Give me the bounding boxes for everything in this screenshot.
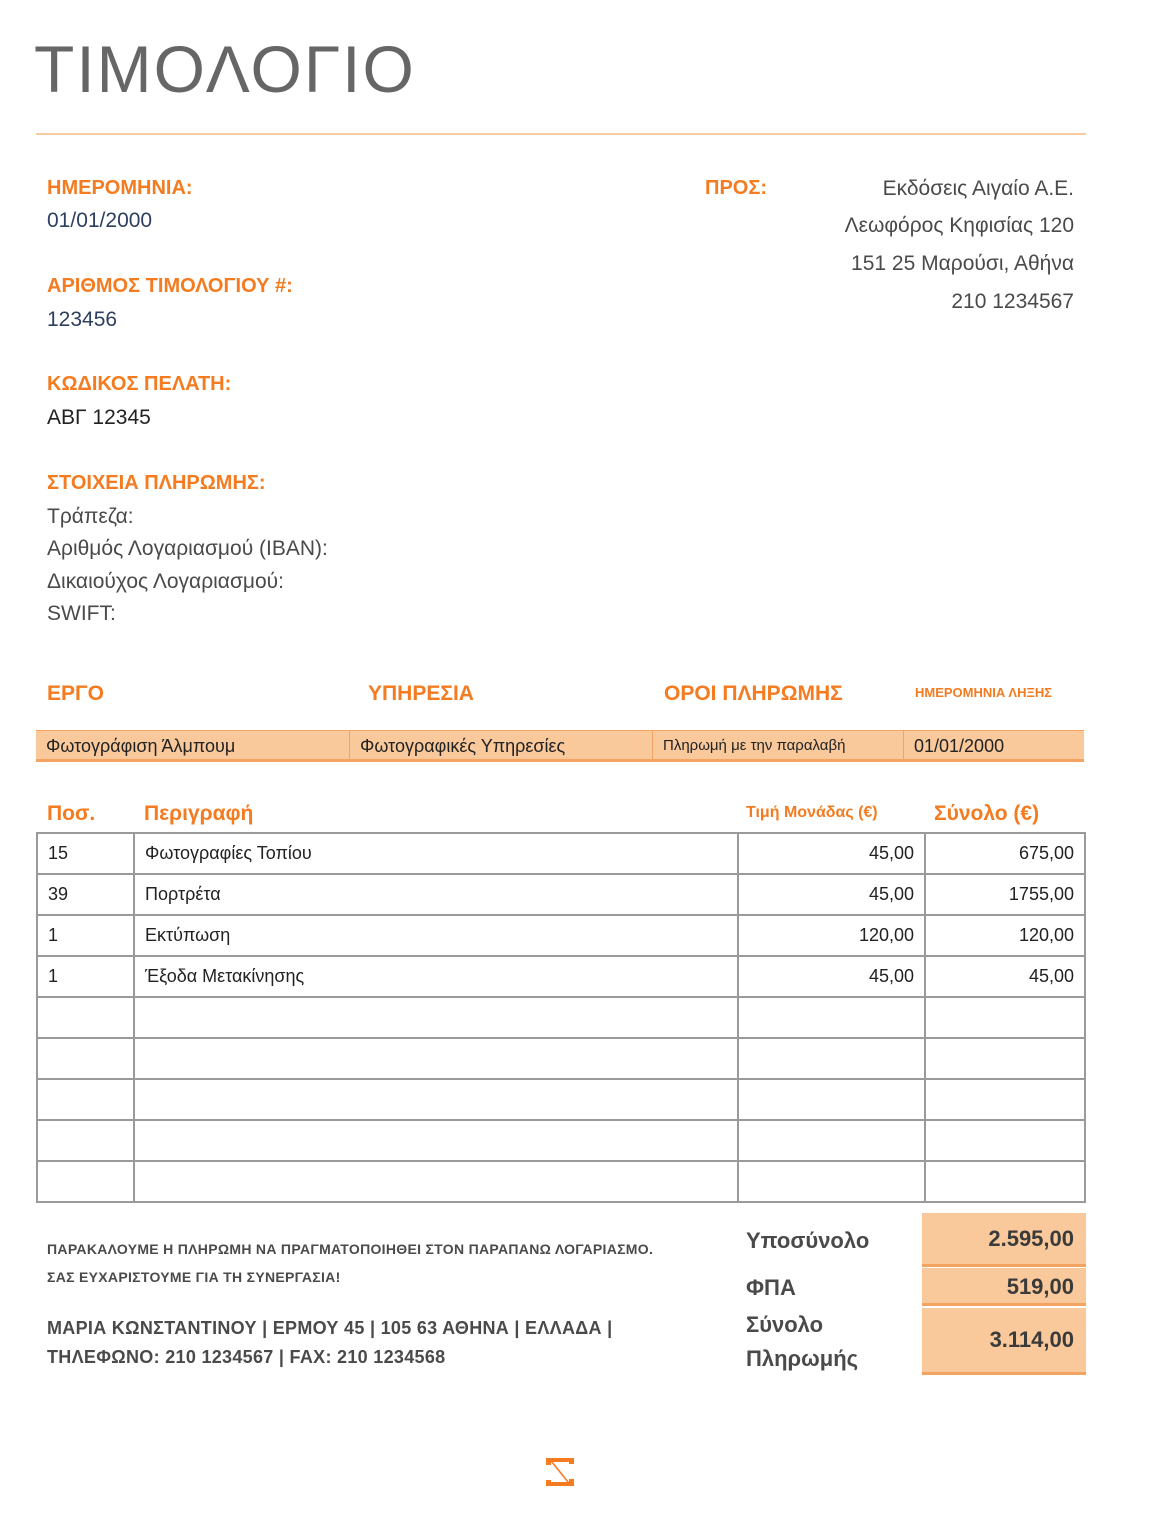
item-total: 120,00 <box>925 915 1085 956</box>
item-unit-price: 45,00 <box>738 833 925 874</box>
payment-holder: Δικαιούχος Λογαριασμού: <box>47 570 284 593</box>
item-qty <box>37 1079 134 1120</box>
date-label: ΗΜΕΡΟΜΗΝΙΑ: <box>47 177 193 199</box>
project-header-terms: ΟΡΟΙ ΠΛΗΡΩΜΗΣ <box>664 682 843 705</box>
item-total: 675,00 <box>925 833 1085 874</box>
table-row <box>37 1079 1085 1120</box>
item-description: Φωτογραφίες Τοπίου <box>134 833 738 874</box>
item-qty: 1 <box>37 956 134 997</box>
items-table <box>36 832 1086 1203</box>
table-row <box>37 1161 1085 1202</box>
hourglass-z-logo-icon <box>543 1455 577 1489</box>
item-total: 1755,00 <box>925 874 1085 915</box>
recipient-label: ΠΡΟΣ: <box>705 177 768 199</box>
item-unit-price: 120,00 <box>738 915 925 956</box>
item-unit-price <box>738 1079 925 1120</box>
date-value: 01/01/2000 <box>47 209 153 232</box>
subtotal-label: Υποσύνολο <box>746 1228 870 1253</box>
table-row <box>37 1120 1085 1161</box>
contact-line-address: ΜΑΡΙΑ ΚΩΝΣΤΑΝΤΙΝΟΥ | ΕΡΜΟΥ 45 | 105 63 ΑΘΗΝΑ | ΕΛΛΑΔΑ | <box>47 1318 613 1338</box>
item-description: Εκτύπωση <box>134 915 738 956</box>
item-unit-price <box>738 1038 925 1079</box>
table-row <box>37 1038 1085 1079</box>
item-unit-price <box>738 1161 925 1202</box>
subtotal-value: 2.595,00 <box>922 1213 1086 1267</box>
total-value: 3.114,00 <box>922 1308 1086 1375</box>
table-row <box>37 956 1085 997</box>
customer-code-label: ΚΩΔΙΚΟΣ ΠΕΛΑΤΗ: <box>47 373 232 395</box>
payment-iban: Αριθμός Λογαριασμού (IBAN): <box>47 537 328 560</box>
item-qty: 1 <box>37 915 134 956</box>
table-row <box>37 833 1085 874</box>
item-description <box>134 1161 738 1202</box>
recipient-street: Λεωφόρος Κηφισίας 120 <box>844 214 1074 237</box>
project-header-service: ΥΠΗΡΕΣΙΑ <box>368 682 474 705</box>
total-label-line1: Σύνολο <box>746 1312 824 1337</box>
vat-label: ΦΠΑ <box>746 1275 796 1300</box>
recipient-phone: 210 1234567 <box>951 290 1074 313</box>
project-row <box>36 730 1084 762</box>
payment-bank: Τράπεζα: <box>47 505 134 528</box>
items-header-qty: Ποσ. <box>47 802 96 825</box>
items-header-description: Περιγραφή <box>144 802 254 825</box>
recipient-city: 151 25 Μαρούσι, Αθήνα <box>851 252 1074 275</box>
item-qty <box>37 997 134 1038</box>
item-qty <box>37 1038 134 1079</box>
item-unit-price: 45,00 <box>738 874 925 915</box>
project-work: Φωτογράφιση Άλμπουμ <box>36 731 350 759</box>
item-qty <box>37 1161 134 1202</box>
items-header-unit-price: Τιμή Μονάδας (€) <box>746 804 878 821</box>
invoice-number-value: 123456 <box>47 308 118 331</box>
item-description: Έξοδα Μετακίνησης <box>134 956 738 997</box>
project-terms: Πληρωμή με την παραλαβή <box>653 731 904 759</box>
thanks-note: ΣΑΣ ΕΥΧΑΡΙΣΤΟΥΜΕ ΓΙΑ ΤΗ ΣΥΝΕΡΓΑΣΙΑ! <box>47 1269 341 1285</box>
project-due-date: 01/01/2000 <box>914 736 1005 756</box>
item-description <box>134 1120 738 1161</box>
item-total <box>925 1038 1085 1079</box>
item-description <box>134 1079 738 1120</box>
customer-code-value: ΑΒΓ 12345 <box>47 406 151 429</box>
table-row <box>37 874 1085 915</box>
item-total <box>925 1120 1085 1161</box>
item-total: 45,00 <box>925 956 1085 997</box>
item-description <box>134 1038 738 1079</box>
payment-swift: SWIFT: <box>47 602 116 625</box>
project-header-due-date: ΗΜΕΡΟΜΗΝΙΑ ΛΗΞΗΣ <box>915 685 1053 700</box>
item-qty <box>37 1120 134 1161</box>
table-row <box>37 915 1085 956</box>
contact-line-phone: ΤΗΛΕΦΩΝΟ: 210 1234567 | FAX: 210 1234568 <box>47 1347 446 1367</box>
item-total <box>925 1079 1085 1120</box>
item-description: Πορτρέτα <box>134 874 738 915</box>
item-unit-price <box>738 997 925 1038</box>
items-header-total: Σύνολο (€) <box>934 802 1040 825</box>
item-unit-price: 45,00 <box>738 956 925 997</box>
item-total <box>925 997 1085 1038</box>
invoice-title: ΤΙΜΟΛΟΓΙΟ <box>34 32 416 106</box>
item-qty: 39 <box>37 874 134 915</box>
item-qty: 15 <box>37 833 134 874</box>
table-row <box>37 997 1085 1038</box>
vat-value: 519,00 <box>922 1268 1086 1306</box>
total-label-line2: Πληρωμής <box>746 1346 859 1371</box>
payment-details-label: ΣΤΟΙΧΕΙΑ ΠΛΗΡΩΜΗΣ: <box>47 472 266 494</box>
title-divider <box>36 133 1086 135</box>
invoice-number-label: ΑΡΙΘΜΟΣ ΤΙΜΟΛΟΓΙΟΥ #: <box>47 275 293 297</box>
item-unit-price <box>738 1120 925 1161</box>
item-total <box>925 1161 1085 1202</box>
item-description <box>134 997 738 1038</box>
project-service: Φωτογραφικές Υπηρεσίες <box>350 731 653 759</box>
payment-note: ΠΑΡΑΚΑΛΟΥΜΕ Η ΠΛΗΡΩΜΗ ΝΑ ΠΡΑΓΜΑΤΟΠΟΙΗΘΕΙ ΣΤΟΝ ΠΑΡΑΠΑΝΩ ΛΟΓΑΡΙΑΣΜΟ. <box>47 1241 654 1257</box>
project-header-work: ΕΡΓΟ <box>47 682 104 705</box>
recipient-name: Εκδόσεις Αιγαίο Α.Ε. <box>882 177 1074 200</box>
